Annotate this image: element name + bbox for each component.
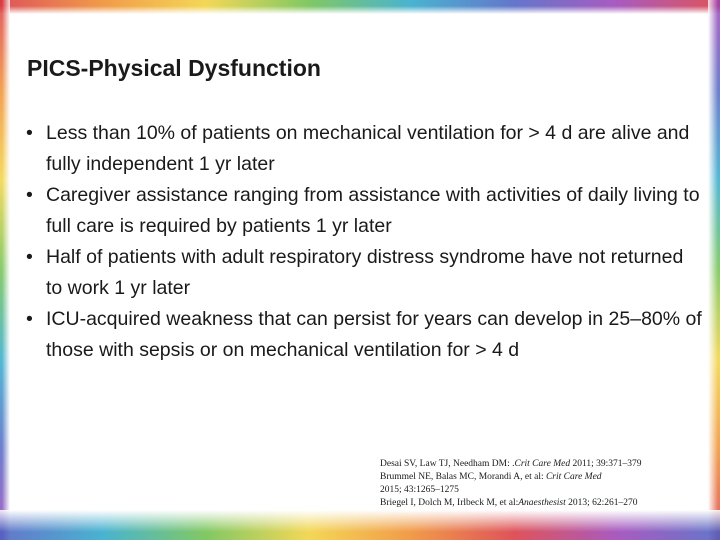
reference-line: Brummel NE, Balas MC, Morandi A, et al: Crit Care Med	[380, 472, 602, 482]
bullet-dot-icon: •	[26, 308, 33, 330]
bullet-item	[24, 304, 704, 366]
bullet-text: Less than 10% of patients on mechanical ventilation for > 4 d are alive and fully independent 1 yr later	[46, 122, 690, 175]
rainbow-border-right	[708, 0, 720, 540]
bullet-dot-icon: •	[26, 246, 33, 268]
bullet-text: Half of patients with adult respiratory distress syndrome have not returned to work 1 yr later	[46, 246, 684, 299]
reference-line: 2015; 43:1265–1275	[380, 485, 459, 495]
reference-line: Desai SV, Law TJ, Needham DM: .Crit Care Med 2011; 39:371–379	[380, 459, 642, 469]
bullet-item	[24, 242, 704, 304]
bullet-dot-icon: •	[26, 122, 33, 144]
bullet-list	[24, 118, 704, 366]
bullet-text: ICU-acquired weakness that can persist for years can develop in 25–80% of those with sepsis or on mechanical ventilation for > 4 d	[46, 308, 702, 361]
rainbow-border-top	[0, 0, 720, 14]
references	[380, 458, 700, 510]
bullet-text: Caregiver assistance ranging from assistance with activities of daily living to full care is required by patients 1 yr later	[46, 184, 700, 237]
reference-line: Briegel I, Dolch M, Irlbeck M, et al:Anaesthesist 2013; 62:261–270	[380, 498, 638, 508]
bullet-item	[24, 180, 704, 242]
rainbow-border-left	[0, 0, 10, 540]
rainbow-border-bottom	[0, 510, 720, 540]
slide-title: PICS-Physical Dysfunction	[27, 55, 321, 81]
bullet-dot-icon: •	[26, 184, 33, 206]
bullet-item	[24, 118, 704, 180]
